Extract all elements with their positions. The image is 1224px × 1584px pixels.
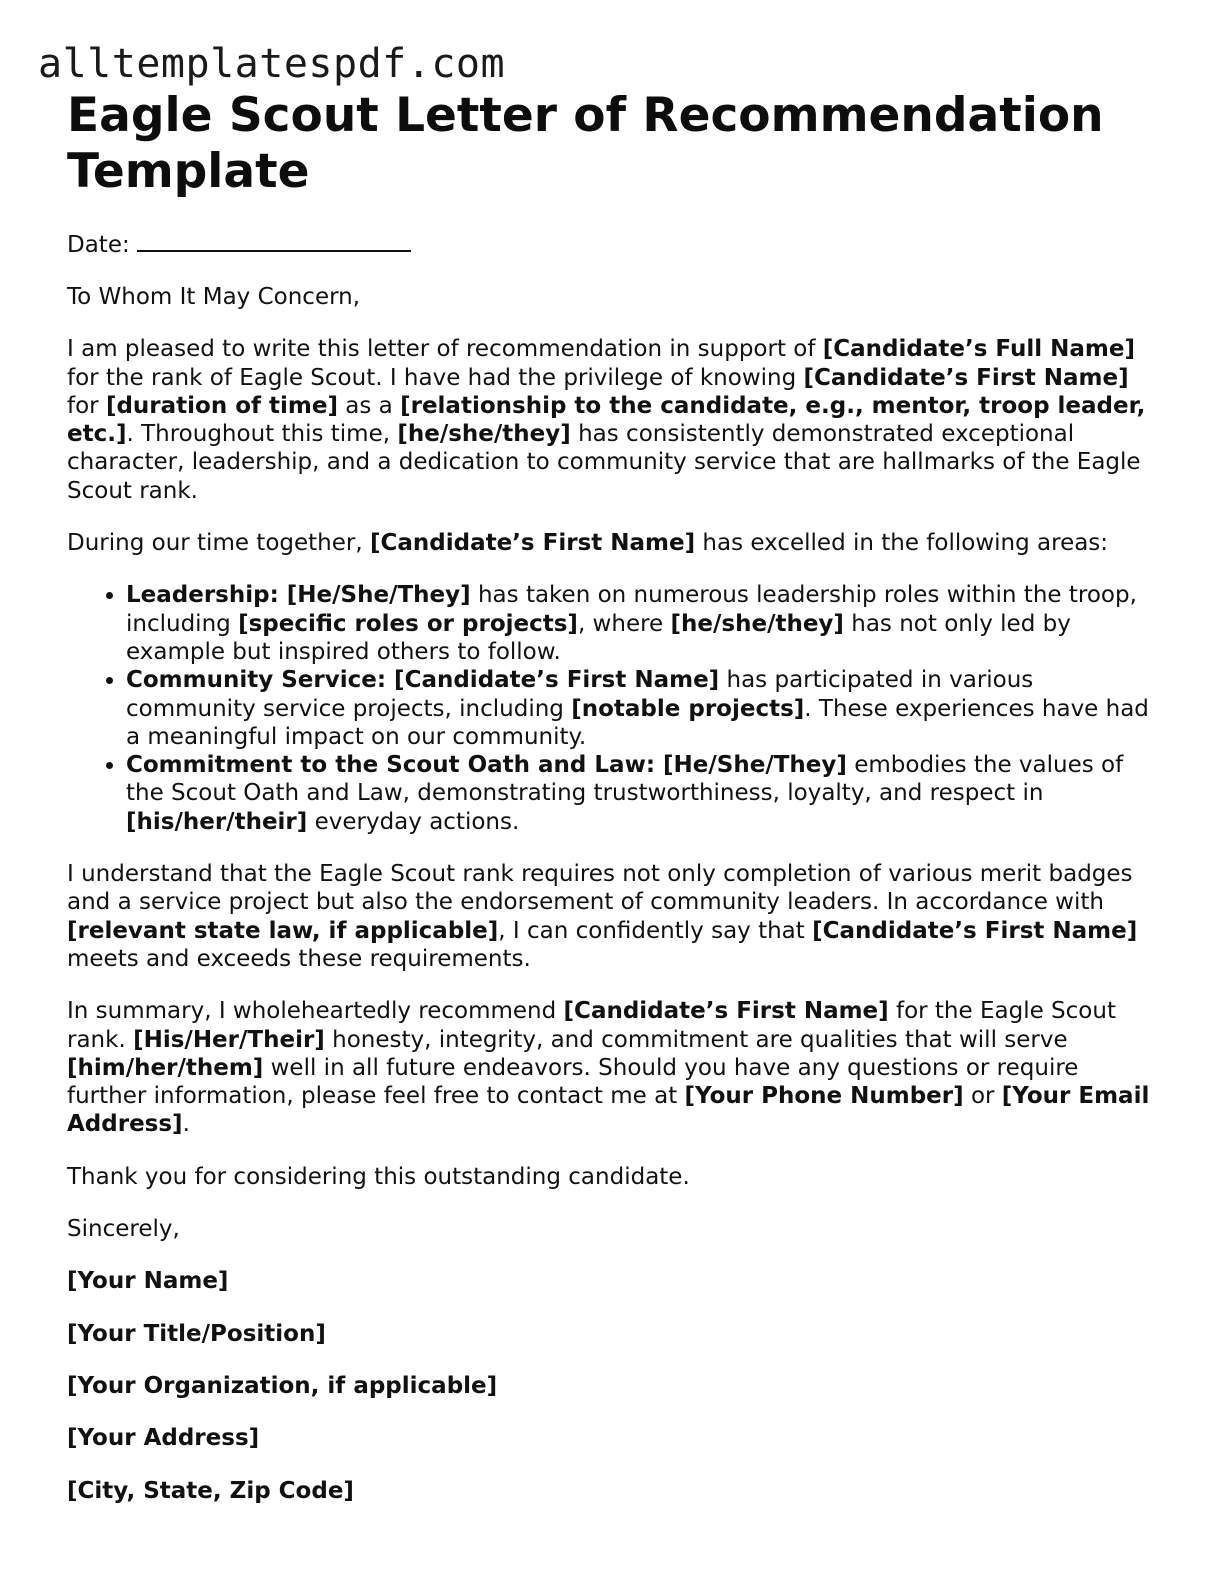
pronoun-placeholder: [he/she/they] (397, 421, 571, 448)
candidate-first-name-placeholder: [Candidate’s First Name] (369, 530, 696, 557)
signature-city: [City, State, Zip Code] (67, 1477, 354, 1504)
salutation: To Whom It May Concern, (67, 284, 361, 310)
date-label: Date: (67, 232, 130, 258)
achievements-list (67, 581, 1157, 836)
email-placeholder: [Your Email Address] (67, 1083, 1150, 1138)
site-watermark: alltemplatespdf.com (38, 41, 506, 87)
areas-intro-paragraph: During our time together, [Candidate’s First Name] has excelled in the following areas: (67, 530, 1109, 557)
date-line (67, 230, 1157, 259)
list-item-scout-oath: • Commitment to the Scout Oath and Law: [He/She/They] embodies the values of the Scout Oath and Law, demonstrating trustworthiness, loyalty, and respect in [his/her/their] everyday actions. (126, 751, 1157, 836)
list-item-leadership: • Leadership: [He/She/They] has taken on numerous leadership roles within the troop, including [specific roles or projects], where [he/she/they] has not only led by example but inspired others to follow. (126, 581, 1157, 666)
thanks-line: Thank you for considering this outstanding candidate. (67, 1163, 690, 1190)
date-blank-field[interactable] (137, 230, 411, 252)
duration-placeholder: [duration of time] (105, 392, 338, 419)
signature-name: [Your Name] (67, 1268, 229, 1295)
summary-paragraph: In summary, I wholeheartedly recommend [Candidate’s First Name] for the Eagle Scout rank. [His/Her/Their] honesty, integrity, and commitment are qualities that will serve [him/her/them] well in all future endeavors. Should you have any questions or require further information, please feel free to contact me at [Your Phone Number] or [Your Email Address]. (67, 998, 1150, 1138)
signature-block (67, 1267, 1157, 1504)
phone-placeholder: [Your Phone Number] (684, 1083, 964, 1110)
relationship-placeholder: [relationship to the candidate, e.g., mentor, troop leader, etc.] (67, 392, 1146, 448)
intro-paragraph: I am pleased to write this letter of recommendation in support of [Candidate’s Full Name] for the rank of Eagle Scout. I have had the privilege of knowing [Candidate’s First Name] for [duration of time] as a [relationship to the candidate, e.g., mentor, troop leader, etc.]. Throughout this time, [he/she/they] has consistently demonstrated exceptional character, leadership, and a dedication to community service that are hallmarks of the Eagle Scout rank. (67, 336, 1146, 504)
signature-title: [Your Title/Position] (67, 1320, 326, 1347)
signature-address: [Your Address] (67, 1425, 260, 1452)
closing-line: Sincerely, (67, 1216, 180, 1243)
candidate-first-name-placeholder: [Candidate’s First Name] (803, 364, 1129, 391)
page-title: Eagle Scout Letter of Recommendation Template (67, 88, 1104, 199)
candidate-full-name-placeholder: [Candidate’s Full Name] (822, 336, 1135, 363)
requirements-paragraph: I understand that the Eagle Scout rank requires not only completion of various merit badges and a service project but also the endorsement of community leaders. In accordance with [relevant state law, if applicable], I can confidently say that [Candidate’s First Name] meets and exceeds these requirements. (67, 861, 1138, 972)
list-item-community-service: • Community Service: [Candidate’s First Name] has participated in various community service projects, including [notable projects]. These experiences have had a meaningful impact on our community. (126, 666, 1157, 751)
letter-document (67, 88, 1157, 1505)
signature-organization: [Your Organization, if applicable] (67, 1372, 498, 1399)
